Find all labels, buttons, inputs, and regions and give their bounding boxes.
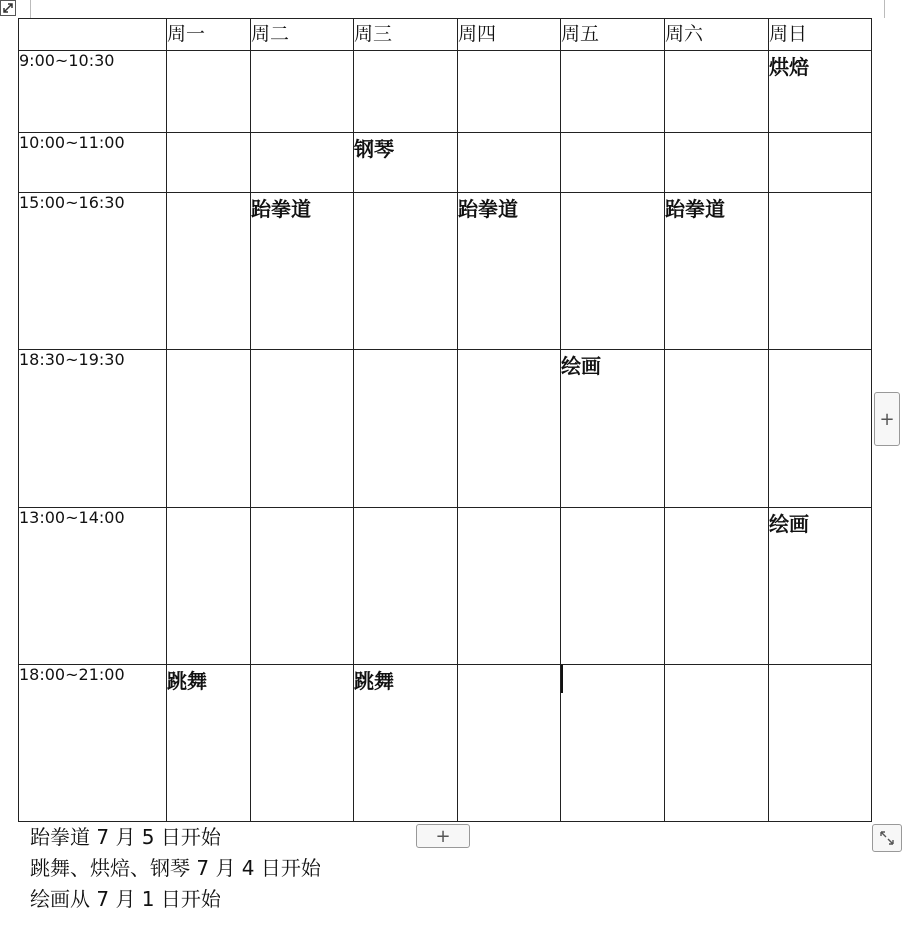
add-column-button[interactable]: + [874,392,900,446]
day-header[interactable]: 周一 [167,19,251,51]
schedule-cell[interactable] [769,350,872,508]
schedule-cell[interactable] [167,508,251,665]
schedule-cell[interactable] [665,51,769,133]
schedule-cell[interactable] [769,665,872,822]
table-row [19,51,872,133]
ruler-divider [884,0,885,18]
schedule-cell[interactable] [251,665,354,822]
schedule-cell[interactable] [167,133,251,193]
schedule-cell[interactable] [167,193,251,350]
header-row [19,19,872,51]
schedule-cell[interactable]: 烘焙 [769,51,872,133]
time-cell[interactable]: 13:00~14:00 [19,508,167,665]
schedule-cell[interactable] [561,133,665,193]
note-line[interactable]: 跳舞、烘焙、钢琴 7 月 4 日开始 [30,856,321,880]
schedule-table [18,18,872,822]
table-resize-icon[interactable] [872,824,902,852]
schedule-cell[interactable] [167,51,251,133]
schedule-cell[interactable]: 钢琴 [354,133,458,193]
schedule-cell[interactable] [561,51,665,133]
corner-cell[interactable] [19,19,167,51]
schedule-cell[interactable] [167,350,251,508]
time-cell[interactable]: 18:00~21:00 [19,665,167,822]
schedule-cell[interactable] [251,350,354,508]
schedule-cell[interactable] [251,133,354,193]
schedule-cell[interactable] [354,193,458,350]
schedule-cell[interactable]: 跆拳道 [251,193,354,350]
schedule-cell[interactable]: 绘画 [561,350,665,508]
schedule-cell[interactable] [665,508,769,665]
note-line[interactable]: 跆拳道 7 月 5 日开始 [30,825,221,849]
time-cell[interactable]: 9:00~10:30 [19,51,167,133]
table-row [19,508,872,665]
day-header[interactable]: 周三 [354,19,458,51]
day-header[interactable]: 周日 [769,19,872,51]
table-row [19,665,872,822]
schedule-cell[interactable] [458,133,561,193]
time-cell[interactable]: 15:00~16:30 [19,193,167,350]
schedule-cell[interactable] [769,133,872,193]
schedule-cell[interactable] [354,508,458,665]
schedule-cell[interactable]: 绘画 [769,508,872,665]
schedule-cell[interactable] [665,665,769,822]
schedule-cell[interactable] [665,350,769,508]
schedule-cell[interactable] [458,665,561,822]
table-row [19,193,872,350]
table-row [19,133,872,193]
text-cursor [561,665,563,693]
time-cell[interactable]: 18:30~19:30 [19,350,167,508]
schedule-cell[interactable] [561,508,665,665]
schedule-cell[interactable] [769,193,872,350]
schedule-cell[interactable] [354,51,458,133]
schedule-cell[interactable] [561,193,665,350]
schedule-cell[interactable] [665,133,769,193]
ruler-divider [30,0,31,18]
schedule-cell[interactable]: 跆拳道 [665,193,769,350]
day-header[interactable]: 周二 [251,19,354,51]
table-move-handle-icon[interactable] [0,0,16,16]
day-header[interactable]: 周四 [458,19,561,51]
schedule-cell[interactable] [251,508,354,665]
schedule-cell[interactable] [458,508,561,665]
note-line[interactable]: 绘画从 7 月 1 日开始 [30,887,221,911]
day-header[interactable]: 周五 [561,19,665,51]
schedule-cell[interactable] [458,350,561,508]
schedule-cell[interactable]: 跳舞 [354,665,458,822]
schedule-cell[interactable]: 跳舞 [167,665,251,822]
time-cell[interactable]: 10:00~11:00 [19,133,167,193]
schedule-cell[interactable]: 跆拳道 [458,193,561,350]
notes-block [30,822,321,915]
table-row [19,350,872,508]
day-header[interactable]: 周六 [665,19,769,51]
schedule-cell-cursor[interactable] [561,665,665,822]
schedule-cell[interactable] [458,51,561,133]
schedule-cell[interactable] [354,350,458,508]
add-row-button[interactable]: + [416,824,470,848]
schedule-cell[interactable] [251,51,354,133]
